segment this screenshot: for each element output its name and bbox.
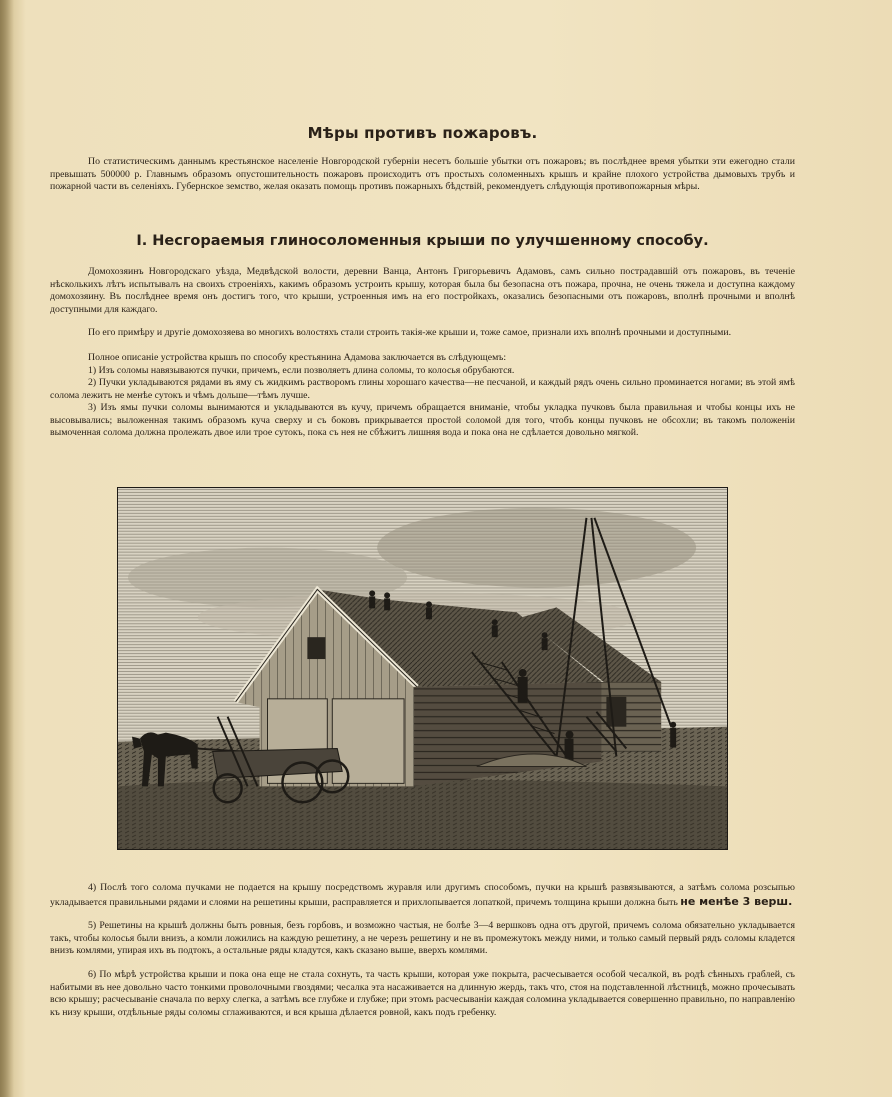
barn-engraving xyxy=(118,488,727,849)
paragraph-3 xyxy=(50,352,795,365)
intro-text: По статистическимъ даннымъ крестьянское населеніе Новгородской губерніи несетъ большіе убытки отъ пожаровъ; въ послѣднее время убытки эти ежегодно стали превышать 500000 р. Главнымъ образомъ опустошительность пожаровъ происходитъ отъ простыхъ соломенныхъ крышъ и крайне плохого устройства дымовыхъ трубъ и пожарной части въ селеніяхъ. Губернское земство, желая оказать помощь противъ пожарныхъ бѣдствій, рекомендуетъ слѣдующія противопожарныя мѣры. xyxy=(50,156,795,193)
paragraph-item-5-text: 5) Решетины на крышѣ должны быть ровныя, безъ горбовъ, и возможно частыя, не болѣе 3—4 вершковъ одна отъ другой, причемъ солома обязательно укладывается такъ, чтобы колосья были внизъ, а комли ложились на каждую решетину, а не черезъ решетину и не въ промежутокъ между ними, и только самый первый рядъ соломы кладется внизъ комлями, упирая ихъ въ подтокъ, а остальные ряды кладутся, какъ сказано выше, вверхъ комлями. xyxy=(50,920,795,957)
paragraph-item-2 xyxy=(50,377,795,402)
paragraph-item-1 xyxy=(50,365,795,378)
paragraph-item-4 xyxy=(50,882,795,909)
paragraph-item-5 xyxy=(50,920,795,958)
paragraph-1 xyxy=(50,266,795,316)
thickness-note: не менѣе 3 верш. xyxy=(680,894,793,908)
paragraph-2 xyxy=(50,327,795,340)
paragraph-item-1-text: 1) Изъ соломы навязываются пучки, причемъ, если позволяетъ длина соломы, то колосья обрубаются. xyxy=(88,365,515,376)
paragraph-item-4-text: 4) Послѣ того солома пучками не подается на крышу посредствомъ журавля или другимъ способомъ, пучки на крышѣ развязываются, а затѣмъ солома розсыпью укладывается правильными рядами и слоями на решетины крыши, расправляется и прихлопывается лопаткой, причемъ толщина крыши должна быть xyxy=(50,882,795,908)
paragraph-item-6 xyxy=(50,969,795,1019)
binding-shadow xyxy=(0,0,14,1097)
engraving-illustration xyxy=(117,487,728,850)
paragraph-item-2-text: 2) Пучки укладываются рядами въ яму съ жидкимъ растворомъ глины хорошаго качества—не песчаной, и каждый рядъ очень сильно проминается ногами; въ этой ямѣ солома лежитъ не менѣе сутокъ и чѣмъ дольше—тѣмъ лучше. xyxy=(50,377,795,401)
paragraph-1-text: Домохозяинъ Новгородскаго уѣзда, Медвѣдской волости, деревни Ванца, Антонъ Григорьевичъ Адамовъ, самъ сильно пострадавшій отъ пожаровъ, въ теченіе нѣсколькихъ лѣтъ испытывалъ на своихъ строеніяхъ, какимъ образомъ устроить крышу, которая была бы безопасна отъ пожара, прочна, не очень тяжела и доступна каждому домохозяину. Въ послѣднее время онъ достигъ того, что крыши, устроенныя имъ на его постройкахъ, оказались безопасными отъ пожаровъ, вполнѣ прочными и вполнѣ доступными для каждаго. xyxy=(50,266,795,315)
paragraph-3-text: Полное описаніе устройства крышъ по способу крестьянина Адамова заключается въ слѣдующемъ: xyxy=(88,352,507,363)
paragraph-2-text: По его примѣру и другіе домохозяева во многихъ волостяхъ стали строить такія-же крыши и, тоже самое, признали ихъ вполнѣ прочными и доступными. xyxy=(88,327,732,338)
intro-paragraph xyxy=(50,156,795,194)
paragraph-item-3 xyxy=(50,402,795,440)
section-heading: I. Несгораемыя глиносоломенныя крыши по улучшенному способу. xyxy=(136,233,709,249)
paragraph-item-6-text: 6) По мѣрѣ устройства крыши и пока она еще не стала сохнуть, та часть крыши, которая уже покрыта, расчесывается особой чесалкой, въ родѣ сѣнныхъ граблей, съ набитыми въ нее довольно часто тонкими проволочными гвоздями; чесалка эта насаживается на длинную жердь, такъ что, стоя на подставленной лѣстницѣ, можно прочесывать всю крышу; расчесываніе сначала по верху слегка, а затѣмъ все глубже и глубже; при этомъ расчесываніи каждая соломина укладывается совершенно правильно, по направленію къ низу крыши, отдѣльные ряды соломы сглаживаются, и вся крыша дѣлается ровной, какъ подъ гребенку. xyxy=(50,969,795,1018)
paragraph-item-3-text: 3) Изъ ямы пучки соломы вынимаются и укладываются въ кучу, причемъ обращается вниманіе, чтобы укладка пучковъ была правильная и чтобы концы ихъ не высовывались; выложенная такимъ образомъ куча сверху и съ боковъ прикрывается простой соломой для того, чтобъ концы пучковъ не обсохли; въ такомъ положеніи вымоченная солома должна пролежать двое или трое сутокъ, пока съ нея не сбѣжитъ лишняя вода и пока она не сдѣлается довольно мягкой. xyxy=(50,402,795,439)
page-title: Мѣры противъ пожаровъ. xyxy=(307,124,538,142)
